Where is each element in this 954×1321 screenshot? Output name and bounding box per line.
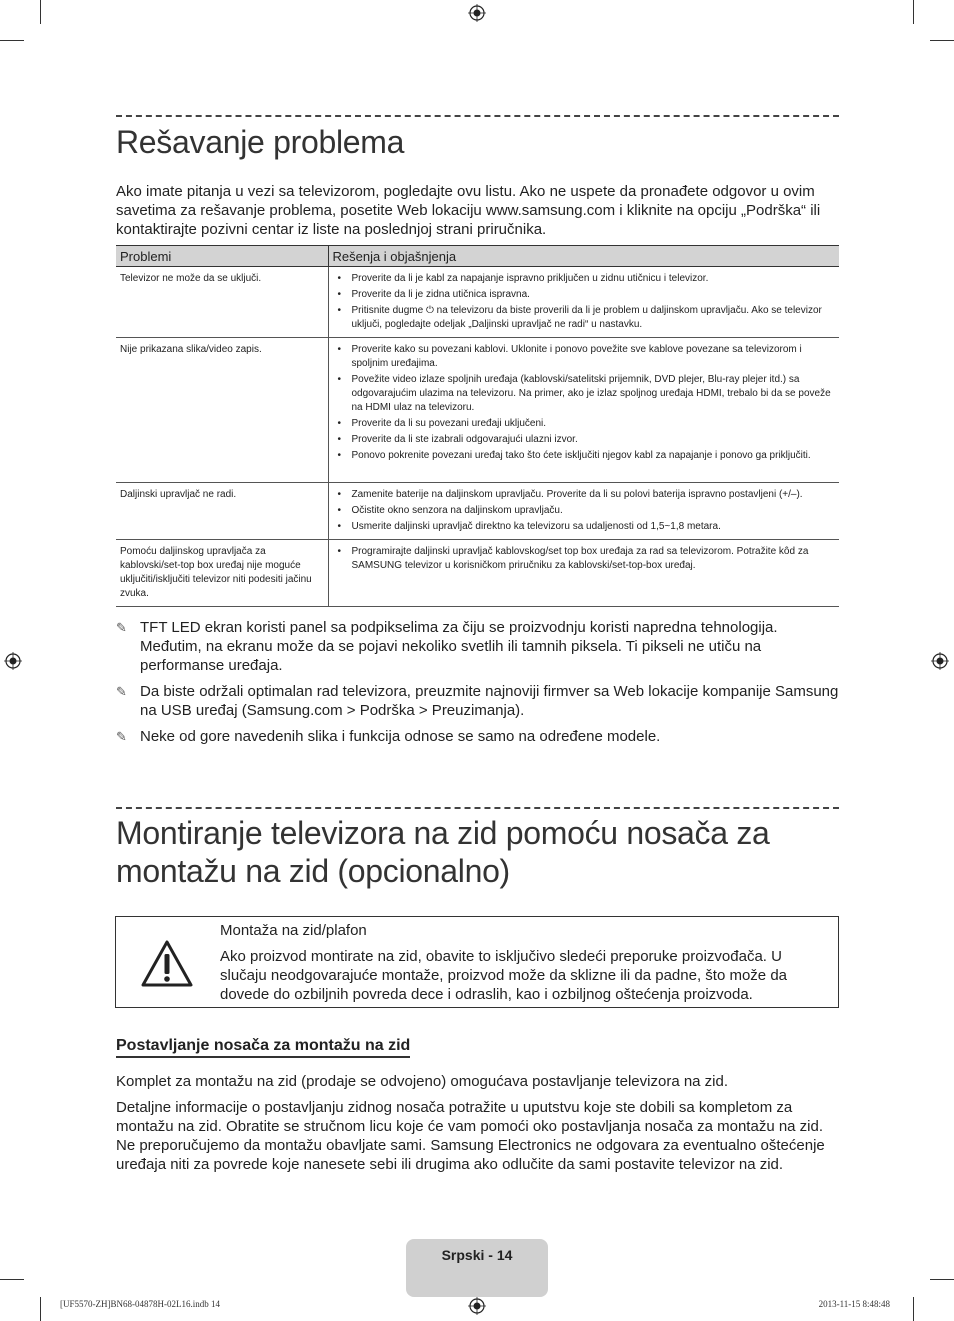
solution-item: • Programirajte daljinski upravljač kablovskog/set top box uređaja za rad sa televizorom. Potražite kôd za SAMSUNG televizor u korisničkom priručniku za kablovski/set-top-box uređaj. bbox=[335, 545, 836, 573]
note-item bbox=[116, 682, 840, 720]
solution-item: • Usmerite daljinski upravljač direktno ka televizoru sa udaljenosti od 1,5~1,8 metara. bbox=[335, 520, 836, 534]
solution-item: • Proverite da li je zidna utičnica ispravna. bbox=[335, 288, 836, 302]
note-item bbox=[116, 727, 840, 746]
section-title-wall-mount bbox=[116, 814, 770, 890]
solution-item: • Pritisnite dugme ⏻ na televizoru da biste proverili da li je problem u daljinskom upravljaču. Ako se televizor uključi, pogledajte odeljak „Daljinski upravljač ne radi“ u nastavku. bbox=[335, 304, 836, 332]
table-header-row bbox=[116, 246, 839, 267]
solution-item: • Proverite da li ste izabrali odgovarajući ulazni izvor. bbox=[335, 433, 836, 447]
table-row bbox=[116, 267, 839, 338]
warning-box bbox=[115, 916, 839, 1008]
solution-cell bbox=[328, 540, 839, 607]
note-text: TFT LED ekran koristi panel sa podpikselima za čiju se proizvodnju koristi napredna tehnologija. Međutim, na ekranu može da se pojavi nekoliko svetlih ili tamnih piksela. Ti pikseli ne utiču na performanse uređaja. bbox=[140, 619, 778, 674]
page-number-badge bbox=[406, 1239, 548, 1297]
troubleshooting-table bbox=[116, 245, 839, 607]
subheading-wall-mount-install: Postavljanje nosača za montažu na zid bbox=[116, 1037, 410, 1058]
problem-cell: Nije prikazana slika/video zapis. bbox=[116, 338, 328, 483]
page-number: Srpski - 14 bbox=[441, 1247, 513, 1263]
crop-mark bbox=[930, 40, 954, 41]
section-title-line: Montiranje televizora na zid pomoću nosača za bbox=[116, 815, 770, 851]
crop-mark bbox=[40, 0, 41, 24]
registration-mark-icon bbox=[468, 4, 486, 22]
section-divider bbox=[116, 807, 839, 809]
footer-file-info: [UF5570-ZH]BN68-04878H-02L16.indb 14 bbox=[60, 1299, 220, 1309]
section-divider bbox=[116, 115, 839, 117]
note-text: Da biste održali optimalan rad televizora, preuzmite najnoviji firmver sa Web lokacije kompanije Samsung na USB uređaj (Samsung.com > Podrška > Preuzimanja). bbox=[140, 683, 839, 719]
crop-mark bbox=[40, 1297, 41, 1321]
section-title-troubleshooting: Rešavanje problema bbox=[116, 124, 405, 160]
table-row bbox=[116, 540, 839, 607]
crop-mark bbox=[913, 0, 914, 24]
table-row bbox=[116, 483, 839, 540]
wall-mount-paragraph: Komplet za montažu na zid (prodaje se odvojeno) omogućava postavljanje televizora na zid. bbox=[116, 1073, 729, 1090]
pencil-note-icon: ✎ bbox=[116, 684, 127, 699]
solution-item: • Očistite okno senzora na daljinskom upravljaču. bbox=[335, 504, 836, 518]
solution-cell bbox=[328, 267, 839, 338]
crop-mark bbox=[0, 1279, 24, 1280]
warning-title: Montaža na zid/plafon bbox=[220, 922, 367, 939]
registration-mark-icon bbox=[4, 652, 22, 670]
pencil-note-icon: ✎ bbox=[116, 620, 127, 635]
warning-triangle-icon bbox=[140, 939, 194, 989]
note-item bbox=[116, 618, 840, 675]
crop-mark bbox=[930, 1279, 954, 1280]
problem-cell: Televizor ne može da se uključi. bbox=[116, 267, 328, 338]
solution-item: • Proverite da li je kabl za napajanje ispravno priključen u zidnu utičnicu i televizor. bbox=[335, 272, 836, 286]
registration-mark-icon bbox=[931, 652, 949, 670]
wall-mount-paragraph: Detaljne informacije o postavljanju zidnog nosača potražite u uputstvu koje ste dobili sa kompletom za montažu na zid. Obratite se stručnom licu koje će vam pomoći oko postavljanja nosača za montažu na zid. Ne preporučujemo da montažu obavljate sami. Samsung Electronics ne odgovara za eventualno oštećenje uređaja niti za povrede koje nanesete sebi ili drugima ako odlučite da sami postavite televizor na zid. bbox=[116, 1099, 825, 1173]
section-title-line: montažu na zid (opcionalno) bbox=[116, 853, 510, 889]
solution-item: • Povežite video izlaze spoljnih uređaja (kablovski/satelitski prijemnik, DVD plejer, Blu-ray plejer itd.) sa odgovarajućim ulazima na televizoru. Na primer, ako je izlaz spoljnog uređaja HDMI, trebalo bi da se poveže na HDMI ulaz na televizoru. bbox=[335, 373, 836, 415]
pencil-note-icon: ✎ bbox=[116, 729, 127, 744]
table-row bbox=[116, 338, 839, 483]
note-text: Neke od gore navedenih slika i funkcija odnose se samo na određene modele. bbox=[140, 728, 661, 745]
column-header-problem: Problemi bbox=[116, 246, 328, 267]
troubleshooting-intro: Ako imate pitanja u vezi sa televizorom, pogledajte ovu listu. Ako ne uspete da pronađete odgovor u ovim savetima za rešavanje problema, posetite Web lokaciju www.samsung.com i kliknite na opciju „Podrška“ ili kontaktirajte pozivni centar iz liste na poslednjoj strani priručnika. bbox=[116, 183, 821, 238]
crop-mark bbox=[0, 40, 24, 41]
warning-text: Ako proizvod montirate na zid, obavite to isključivo sledeći preporuke proizvođača. U slučaju neodgovarajuće montaže, proizvod može da sklizne ili da padne, što može da dovede do ozbiljnih povreda dece i odraslih, kao i ozbiljnog oštećenja proizvoda. bbox=[220, 948, 787, 1003]
solution-item: • Proverite da li su povezani uređaji uključeni. bbox=[335, 417, 836, 431]
column-header-solution: Rešenja i objašnjenja bbox=[328, 246, 839, 267]
problem-cell: Pomoću daljinskog upravljača za kablovski/set-top box uređaj nije moguće uključiti/isključiti televizor niti podesiti jačinu zvuka. bbox=[116, 540, 328, 607]
solution-cell bbox=[328, 338, 839, 483]
footer-timestamp: 2013-11-15 8:48:48 bbox=[818, 1299, 890, 1309]
solution-item: • Zamenite baterije na daljinskom upravljaču. Proverite da li su polovi baterija ispravno postavljeni (+/–). bbox=[335, 488, 836, 502]
solution-item: • Ponovo pokrenite povezani uređaj tako što ćete isključiti njegov kabl za napajanje i ponovo ga priključiti. bbox=[335, 449, 836, 463]
solution-cell bbox=[328, 483, 839, 540]
crop-mark bbox=[913, 1297, 914, 1321]
problem-cell: Daljinski upravljač ne radi. bbox=[116, 483, 328, 540]
solution-item: • Proverite kako su povezani kablovi. Uklonite i ponovo povežite sve kablove povezane sa televizorom i spoljnim uređajima. bbox=[335, 343, 836, 371]
registration-mark-icon bbox=[468, 1297, 486, 1315]
